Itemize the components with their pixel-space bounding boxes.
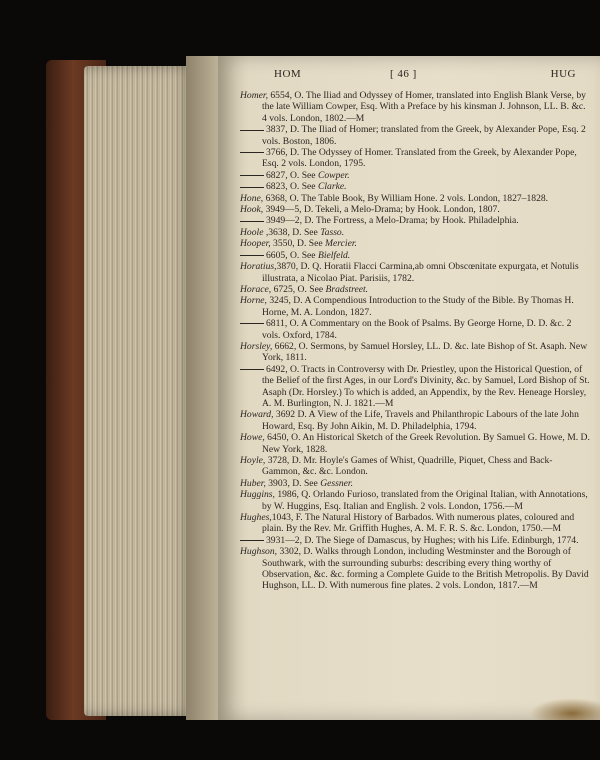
catalog-entry bbox=[240, 512, 590, 535]
ditto-dash bbox=[240, 152, 264, 153]
ditto-dash bbox=[240, 175, 264, 176]
entry-text: 3949—5, D. Tekeli, a Melo-Drama; by Hook. London, 1807. bbox=[263, 204, 500, 216]
page-stain bbox=[530, 698, 600, 720]
catalog-entry bbox=[240, 535, 590, 546]
entry-heading: Hoyle, bbox=[240, 455, 266, 466]
ditto-dash bbox=[240, 255, 264, 256]
entry-text: 3903, D. See bbox=[265, 477, 321, 489]
catalog-entry bbox=[240, 193, 590, 204]
entry-heading: Homer, bbox=[240, 90, 268, 101]
entry-heading: Howe, bbox=[240, 432, 265, 444]
entry-heading: Horatius, bbox=[240, 261, 277, 273]
entry-text: 6554, O. The Iliad and Odyssey of Homer, translated into English Blank Verse, by the late William Cowper, Esq. With a Preface by his kinsman J. Johnson, LL. B. &c. 4 vols. London, 1802.—M bbox=[262, 90, 586, 124]
catalog-entry bbox=[240, 90, 590, 124]
ditto-dash bbox=[240, 221, 264, 222]
catalog-entry bbox=[240, 124, 590, 147]
ditto-dash bbox=[240, 187, 264, 188]
catalog-entry bbox=[240, 215, 590, 226]
page-edges bbox=[84, 66, 194, 716]
catalog-entry bbox=[240, 238, 590, 249]
catalog-entry bbox=[240, 284, 590, 295]
entry-text: 1986, Q. Orlando Furioso, translated from the Original Italian, with Annotations, by W. Huggins, Esq. Italian and English. 2 vols. London, 1756.—M bbox=[262, 489, 588, 512]
catalog-entry bbox=[240, 489, 590, 512]
ditto-dash bbox=[240, 369, 264, 370]
entry-text: 3870, D. Q. Horatii Flacci Carmina,ab omni Obscœnitate expurgata, et Notulis illustrata, a Nicolao Piat. Parisiis, 1782. bbox=[262, 261, 579, 284]
entry-heading: Hughson, bbox=[240, 546, 278, 558]
entry-heading: Howard, bbox=[240, 409, 274, 421]
entry-text: 6605, O. See bbox=[266, 249, 318, 261]
entry-reference: Cowper. bbox=[317, 169, 350, 181]
catalog-entry bbox=[240, 261, 590, 284]
entry-heading: Hook, bbox=[240, 204, 264, 216]
entry-text: 3692 D. A View of the Life, Travels and Philanthropic Labours of the late John Howard, Esq. By John Aikin, M. D. Philadelphia, 1794. bbox=[262, 409, 579, 432]
entry-text: 6827, O. See bbox=[266, 169, 318, 181]
entry-text: 3302, D. Walks through London, including Westminster and the Borough of Southwark, with the surrounding suburbs: describing every thing worthy of Observation, &c. &c. forming a Complete Guide to the British Metropolis. By David Hughson, LL. D. With numerous fine plates. 2 vols. London, 1817.—M bbox=[262, 546, 589, 592]
catalog-entry bbox=[240, 546, 590, 592]
ditto-dash bbox=[240, 323, 264, 324]
entry-heading: Horne, bbox=[240, 295, 267, 307]
entry-reference: Gessner. bbox=[320, 477, 353, 489]
entry-text: 3837, D. The Iliad of Homer; translated from the Greek, by Alexander Pope, Esq. 2 vols. Boston, 1806. bbox=[262, 124, 586, 147]
entry-heading: Hooper, bbox=[240, 238, 271, 250]
header-right: HUG bbox=[550, 68, 576, 80]
catalog-entry bbox=[240, 227, 590, 238]
entry-heading: Horsley, bbox=[240, 340, 273, 352]
catalog-entry bbox=[240, 364, 590, 410]
entry-text: 3638, D. See bbox=[268, 226, 321, 238]
catalog-entry bbox=[240, 432, 590, 455]
entry-heading: Hone, bbox=[240, 192, 264, 204]
entry-heading: Hoole , bbox=[240, 226, 269, 238]
ditto-dash bbox=[240, 540, 264, 541]
entry-heading: Huber, bbox=[240, 477, 266, 489]
entry-heading: Horace, bbox=[240, 283, 272, 295]
catalog-entry bbox=[240, 341, 590, 364]
entry-reference: Clarke. bbox=[317, 181, 347, 193]
catalog-entry bbox=[240, 318, 590, 341]
ditto-dash bbox=[240, 130, 264, 131]
entry-heading: Hughes, bbox=[240, 512, 272, 524]
entry-heading: Huggins, bbox=[240, 489, 275, 501]
entry-text: 6811, O. A Commentary on the Book of Psalms. By George Horne, D. D. &c. 2 vols. Oxford, 1784. bbox=[262, 318, 572, 341]
page-header bbox=[242, 68, 592, 82]
entry-text: 1043, F. The Natural History of Barbados. With numerous plates, coloured and plain. By the Rev. Mr. Griffith Hughes, A. M. F. R. S. &c. London, 1750.—M bbox=[262, 512, 575, 535]
entry-text: 3766, D. The Odyssey of Homer. Translated from the Greek, by Alexander Pope, Esq. 2 vols. London, 1795. bbox=[262, 147, 577, 170]
catalog-entry bbox=[240, 170, 590, 181]
catalog-entry bbox=[240, 295, 590, 318]
entry-text: 3728, D. Mr. Hoyle's Games of Whist, Quadrille, Piquet, Chess and Back-Gammon, &c. &c. London. bbox=[262, 455, 553, 478]
entry-text: 6368, O. The Table Book, By William Hone. 2 vols. London, 1827–1828. bbox=[263, 192, 549, 204]
entry-text: 6823, O. See bbox=[266, 181, 318, 193]
entry-reference: Mercier. bbox=[325, 238, 357, 250]
entry-text: 6662, O. Sermons, by Samuel Horsley, LL. D. &c. late Bishop of St. Asaph. New York, 1811. bbox=[262, 340, 588, 364]
page-number: [ 46 ] bbox=[390, 68, 417, 80]
entry-text: 6450, O. An Historical Sketch of the Greek Revolution. By Samuel G. Howe, M. D. New York, 1828. bbox=[262, 432, 590, 455]
header-left: HOM bbox=[274, 68, 302, 80]
catalog-entry bbox=[240, 478, 590, 489]
entry-text: 3931—2, D. The Siege of Damascus, by Hughes; with his Life. Edinburgh, 1774. bbox=[266, 534, 579, 546]
catalog-entry bbox=[240, 204, 590, 215]
entry-text: 6492, O. Tracts in Controversy with Dr. Priestley, upon the Historical Question, of the Belief of the first Ages, in our Lord's Divinity, &c. by Samuel, Lord Bishop of St. Asaph (Dr. Horsley.) To which is added, an Appendix, by the Rev. Heneage Horsley, A. M. Burlington, N. J. 1821.—M bbox=[262, 363, 590, 409]
entry-text: 3245, D. A Compendious Introduction to the Study of the Bible. By Thomas H. Horne, M. A. London, 1827. bbox=[262, 295, 574, 318]
entry-text: 3949—2, D. The Fortress, a Melo-Drama; by Hook. Philadelphia. bbox=[266, 215, 519, 227]
entry-text: 6725, O. See bbox=[271, 283, 326, 295]
entry-reference: Bradstreet. bbox=[325, 283, 369, 295]
entry-text: 3550, D. See bbox=[270, 238, 326, 250]
catalog-entries bbox=[240, 90, 590, 592]
entry-reference: Tasso. bbox=[320, 226, 345, 238]
catalog-entry bbox=[240, 181, 590, 192]
catalog-entry bbox=[240, 409, 590, 432]
entry-reference: Bielfeld. bbox=[317, 249, 351, 261]
catalog-entry bbox=[240, 250, 590, 261]
catalog-entry bbox=[240, 147, 590, 170]
catalog-entry bbox=[240, 455, 590, 478]
